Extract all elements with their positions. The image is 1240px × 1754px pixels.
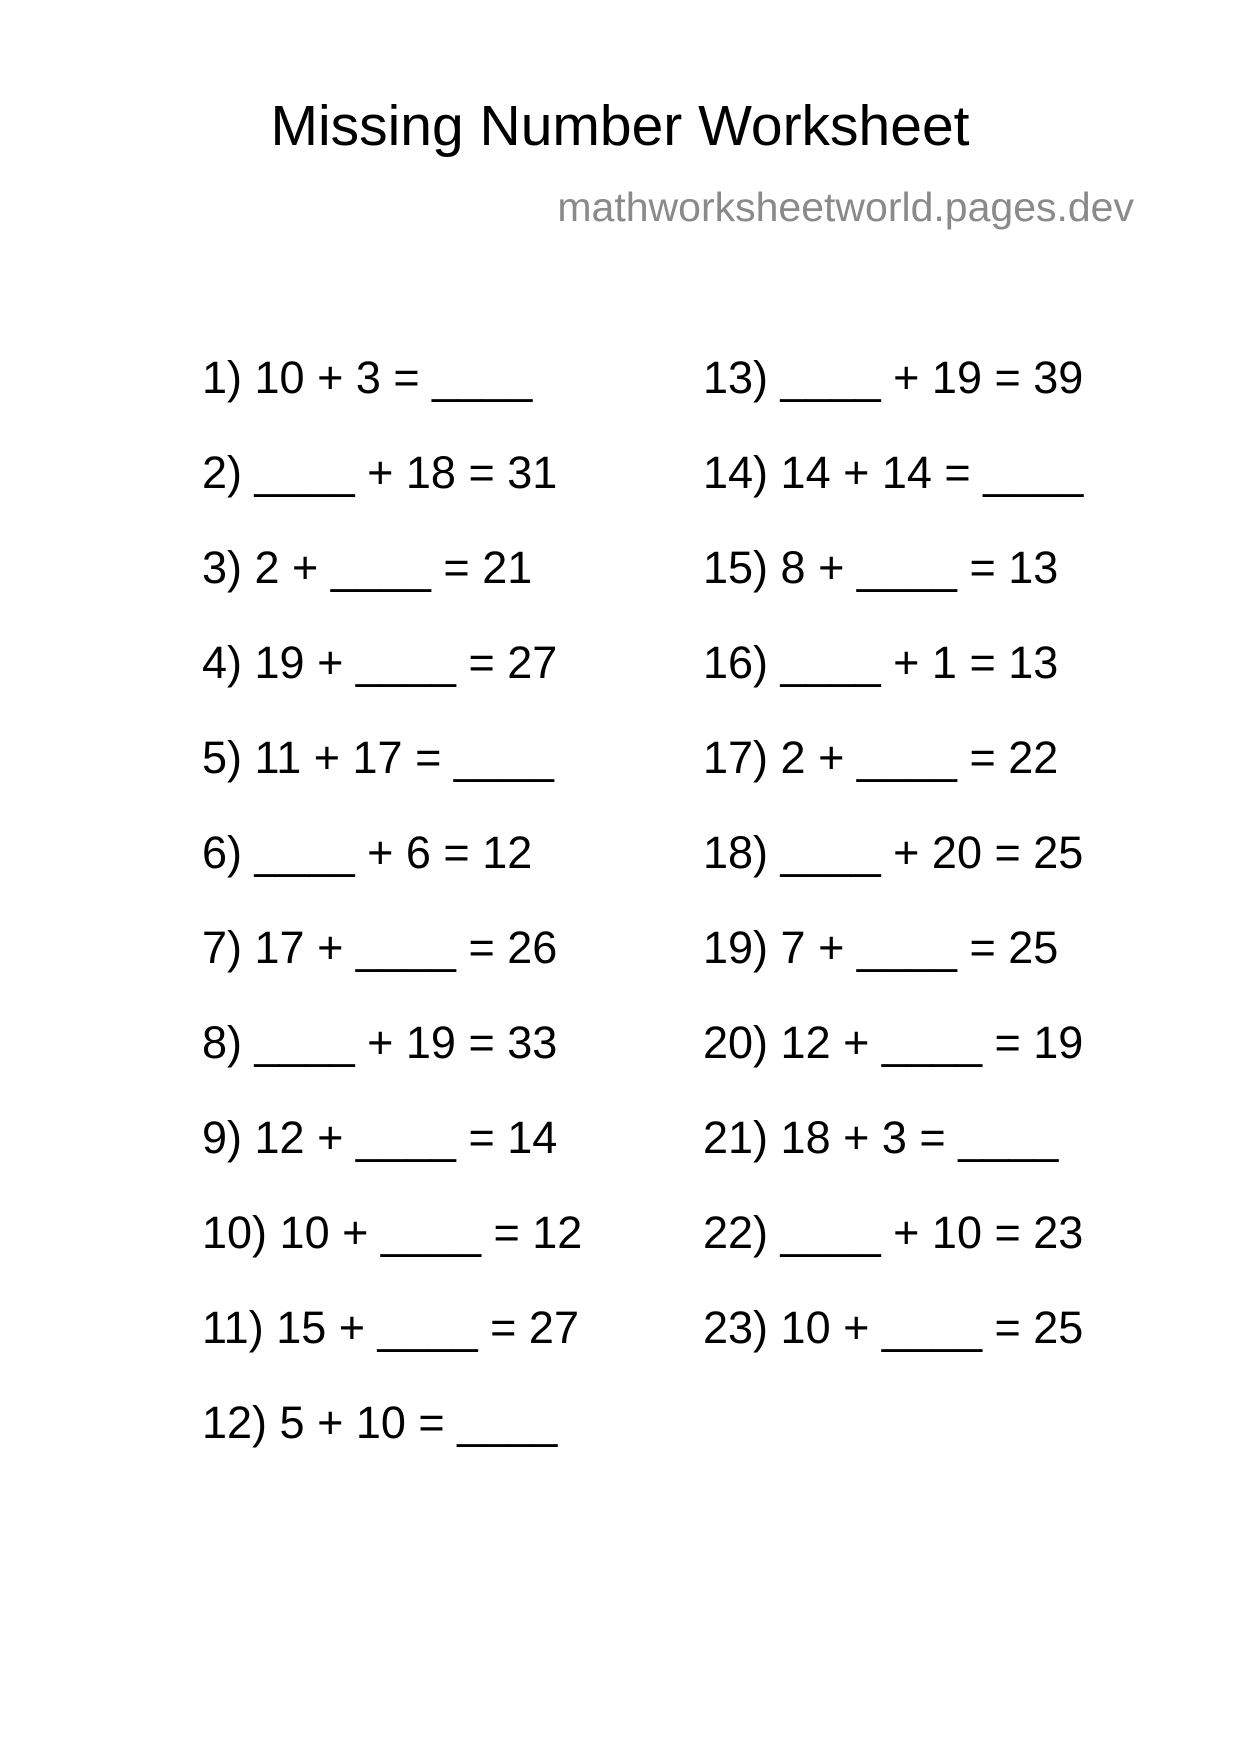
problem-item: 8) ____ + 19 = 33 [202, 1017, 558, 1068]
problem-column-right [703, 352, 1084, 1400]
problem-item: 17) 2 + ____ = 22 [703, 732, 1059, 783]
problem-item: 9) 12 + ____ = 14 [202, 1112, 558, 1163]
problem-item: 13) ____ + 19 = 39 [703, 352, 1084, 403]
problem-item: 1) 10 + 3 = ____ [202, 352, 533, 403]
problem-item: 6) ____ + 6 = 12 [202, 827, 533, 878]
problem-item: 7) 17 + ____ = 26 [202, 922, 558, 973]
problem-column-left [202, 352, 583, 1495]
problem-item: 22) ____ + 10 = 23 [703, 1207, 1084, 1258]
problem-item: 18) ____ + 20 = 25 [703, 827, 1084, 878]
problem-item: 14) 14 + 14 = ____ [703, 447, 1084, 498]
site-url: mathworksheetworld.pages.dev [557, 184, 1134, 230]
problem-item: 20) 12 + ____ = 19 [703, 1017, 1084, 1068]
problem-item: 5) 11 + 17 = ____ [202, 732, 554, 783]
problem-item: 23) 10 + ____ = 25 [703, 1302, 1084, 1353]
problem-item: 2) ____ + 18 = 31 [202, 447, 558, 498]
problem-item: 12) 5 + 10 = ____ [202, 1397, 558, 1448]
problem-item: 4) 19 + ____ = 27 [202, 637, 558, 688]
problem-item: 21) 18 + 3 = ____ [703, 1112, 1059, 1163]
problem-item: 3) 2 + ____ = 21 [202, 542, 533, 593]
problem-item: 11) 15 + ____ = 27 [202, 1302, 579, 1353]
problem-item: 19) 7 + ____ = 25 [703, 922, 1059, 973]
problem-item: 16) ____ + 1 = 13 [703, 637, 1059, 688]
problem-item: 15) 8 + ____ = 13 [703, 542, 1059, 593]
problem-item: 10) 10 + ____ = 12 [202, 1207, 583, 1258]
worksheet-title: Missing Number Worksheet [270, 94, 970, 158]
